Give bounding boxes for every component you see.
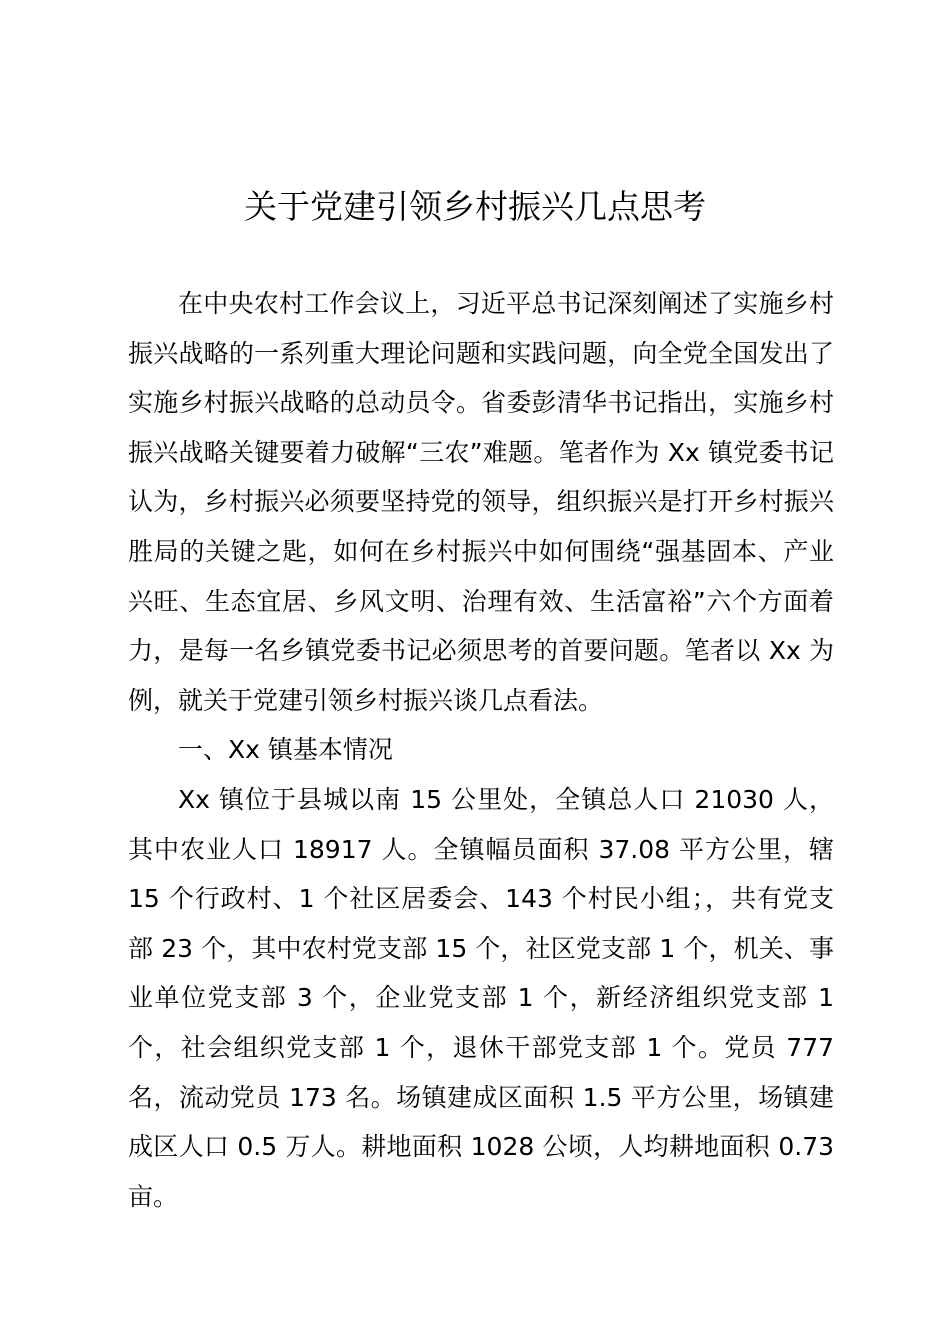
section-heading: 一、Xx 镇基本情况 — [178, 735, 393, 765]
document-title: 关于党建引领乡村振兴几点思考 — [244, 187, 706, 226]
section-paragraph: Xx 镇位于县城以南 15 公里处，全镇总人口 21030 人，其中农业人口 18917 人。全镇幅员面积 37.08 平方公里，辖 15 个行政村、1 个社区居委会、143 个村民小组；，共有党支部 23 个，其中农村党支部 15 个，社区党支部 1 个，机关、事业单位党支部 3 个，企业党支部 1 个，新经济组织党支部 1 个，社会组织党支部 1 个，退休干部党支部 1 个。党员 777 名，流动党员 173 名。场镇建成区面积 1.5 平方公里，场镇建成区人口 0.5 万人。耕地面积 1028 公顷，人均耕地面积 0.73 亩。 — [128, 784, 834, 1211]
document-body — [128, 279, 834, 1221]
intro-paragraph: 在中央农村工作会议上，习近平总书记深刻阐述了实施乡村振兴战略的一系列重大理论问题和实践问题，向全党全国发出了实施乡村振兴战略的总动员令。省委彭清华书记指出，实施乡村振兴战略关键要着力破解“三农”难题。笔者作为 Xx 镇党委书记认为，乡村振兴必须要坚持党的领导，组织振兴是打开乡村振兴胜局的关键之匙，如何在乡村振兴中如何围绕“强基固本、产业兴旺、生态宜居、乡风文明、治理有效、生活富裕”六个方面着力，是每一名乡镇党委书记必须思考的首要问题。笔者以 Xx 为例，就关于党建引领乡村振兴谈几点看法。 — [128, 289, 834, 715]
